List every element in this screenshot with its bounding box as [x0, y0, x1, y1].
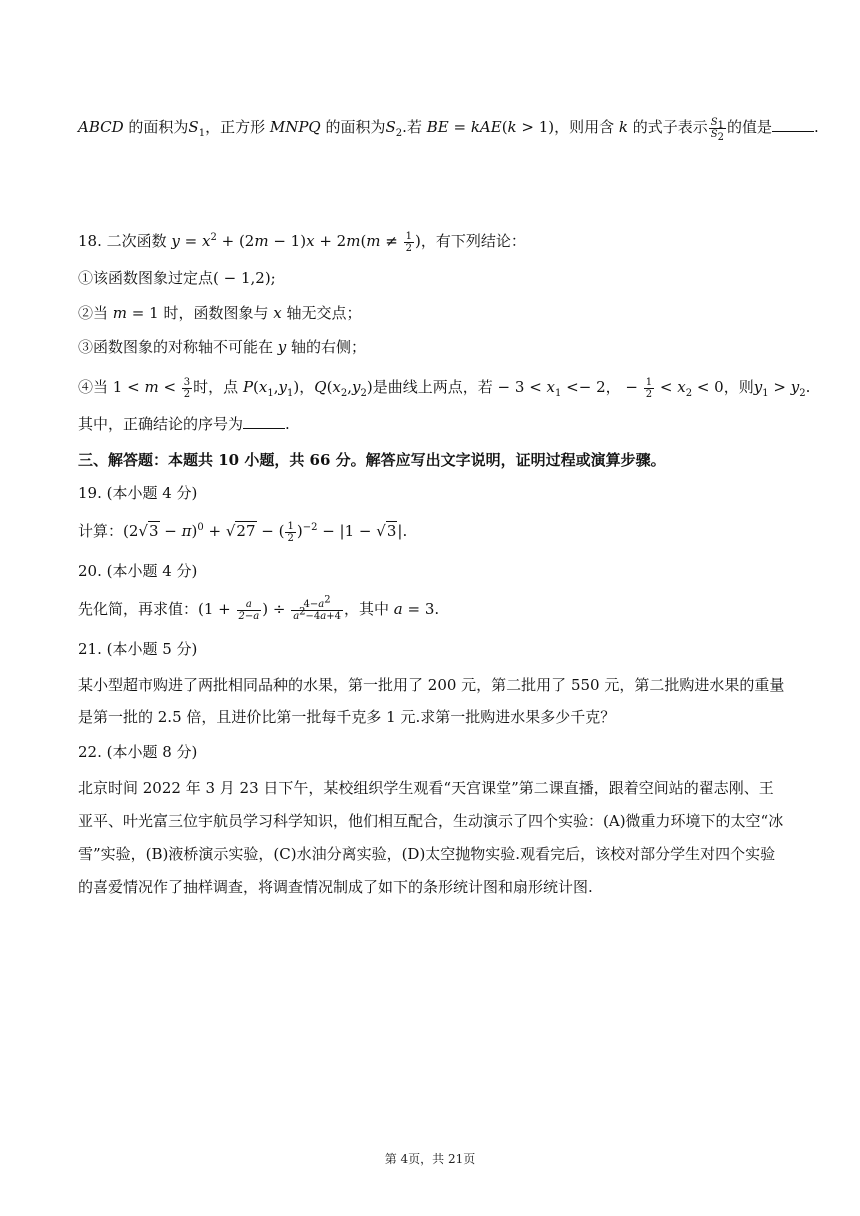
q18-text: 其中，正确结论的序号为 [78, 415, 244, 433]
q18-text: 时，函数图象与 [158, 304, 274, 322]
q20-text: 先化简，再求值： [78, 600, 199, 618]
q18-conclusion-2: ②当 m = 1 时，函数图象与 x 轴无交点； [78, 304, 362, 322]
q18-text: 轴的右侧； [286, 338, 367, 356]
q17-text: 的式子表示 [628, 118, 708, 136]
q18-x: x [273, 304, 282, 322]
q18-text: 轴无交点； [281, 304, 362, 322]
q22-line-1: 北京时间 2022 年 3 月 23 日下午，某校组织学生观看“天宫课堂”第二课直播，跟着空间站的翟志刚、王 [78, 779, 774, 797]
q18-conclusion-3 [78, 336, 782, 358]
q20-title: 20. (本小题 4 分) [78, 562, 198, 580]
q19-title: 19. (本小题 4 分) [78, 484, 198, 502]
q18-text: ②当 [78, 304, 113, 322]
q20-text: . [434, 600, 440, 618]
q21-line-2: 是第一批的 2.5 倍，且进价比第一批每千克多 1 元.求第一批购进水果多少千克？ [78, 708, 616, 726]
q18-text: 时，点 [193, 378, 243, 396]
q17-fraction: $\frac{S_1}{S_2}$ [710, 116, 725, 143]
q19-text: 计算： [78, 522, 124, 540]
q22-title: 22. (本小题 8 分) [78, 743, 198, 761]
q17-text: ，正方形 [205, 118, 270, 136]
q18-ask [78, 413, 782, 435]
answer-blank [243, 414, 285, 429]
q18-text: ， [299, 378, 315, 396]
q21-line-1: 某小型超市购进了两批相同品种的水果，第一批用了 200 元，第二批用了 550 元，第二批购进水果的重量 [78, 676, 785, 694]
q18-text: ， [605, 378, 621, 396]
q22-line-3: 雪”实验，(B)液桥演示实验，(C)水油分离实验，(D)太空抛物实验.观看完后，该校对部分学生对四个实验 [78, 845, 776, 863]
q18-text: ③函数图象的对称轴不可能在 [78, 338, 278, 356]
q19-expression: 计算：$(2√3 - \pi)^0 + √27$ − ( $\frac{1}{2}$ )$^{-2}$ − |1 − √3|. [78, 520, 408, 544]
q17-k: k [618, 118, 629, 136]
q18-text: ①该函数图象过定点( [78, 269, 219, 287]
q18-text: 是曲线上两点，若 [372, 378, 493, 396]
q18-text: ，有下列结论： [420, 232, 526, 250]
page-footer: 第 4页，共 21页 [384, 1152, 476, 1166]
q17-abcd: ABCD [78, 118, 124, 136]
q22-line-4: 的喜爱情况作了抽样调查，将调查情况制成了如下的条形统计图和扇形统计图. [78, 878, 593, 896]
q17-text: .若 [402, 118, 427, 136]
q18-head: 18. 二次函数 $y = x^2 + (2m - 1)x + 2m(m$ ≠ $\frac{1}{2}$ )，有下列结论： [78, 230, 526, 254]
q22-line-2: 亚平、叶光富三位宇航员学习科学知识，他们相互配合，生动演示了四个实验：(A)微重力环境下的太空“冰 [78, 812, 784, 830]
q18-text: 18. 二次函数 [78, 232, 172, 250]
section-3-heading: 三、解答题：本题共 10 小题，共 66 分。解答应写出文字说明，证明过程或演算步骤。 [78, 451, 666, 469]
q17-text: . [814, 118, 819, 136]
q18-text: ); [264, 269, 276, 287]
q17-text: 的面积为 [320, 118, 386, 136]
answer-blank [772, 117, 814, 132]
q18-conclusion-4: ④当 1 < m < $\frac{3}{2}$ 时，点 $P(x_1,y_1)$，$Q(x_2,y_2)$是曲线上两点，若 − $3 < x_1 <- 2$， − $\frac{1}{2}$ < $x_2 < 0$，则$y_1 > y_2$. [78, 376, 811, 400]
q18-conclusion-1: ①该函数图象过定点( − 1,2); [78, 269, 276, 287]
q20-text: ，其中 [344, 600, 394, 618]
q18-text: ④当 [78, 378, 113, 396]
q19-text: . [402, 522, 408, 540]
q20-expression: 先化简，再求值：(1 + $\frac{a}{2-a}$ ) ÷ $\frac{4-a^2}{a^2-4a+4}$ ，其中 a = 3. [78, 594, 440, 622]
q17-text: 的值是 [727, 118, 773, 136]
q17-text: ，则用含 [554, 118, 619, 136]
q18-text: . [805, 378, 811, 396]
q17-mnpq: MNPQ [269, 118, 321, 136]
q21-title: 21. (本小题 5 分) [78, 640, 198, 658]
q17-tail-line: ABCD 的面积为$S_1$，正方形 MNPQ 的面积为$S_2$.若 BE = kAE(k > 1)，则用含 k 的式子表示 $\frac{S_1}{S_2}$ 的值是 . [78, 116, 819, 143]
q17-text: 的面积为 [123, 118, 189, 136]
q18-y: y [277, 338, 287, 356]
q18-text: ，则 [723, 378, 754, 396]
q18-text: . [285, 415, 290, 433]
